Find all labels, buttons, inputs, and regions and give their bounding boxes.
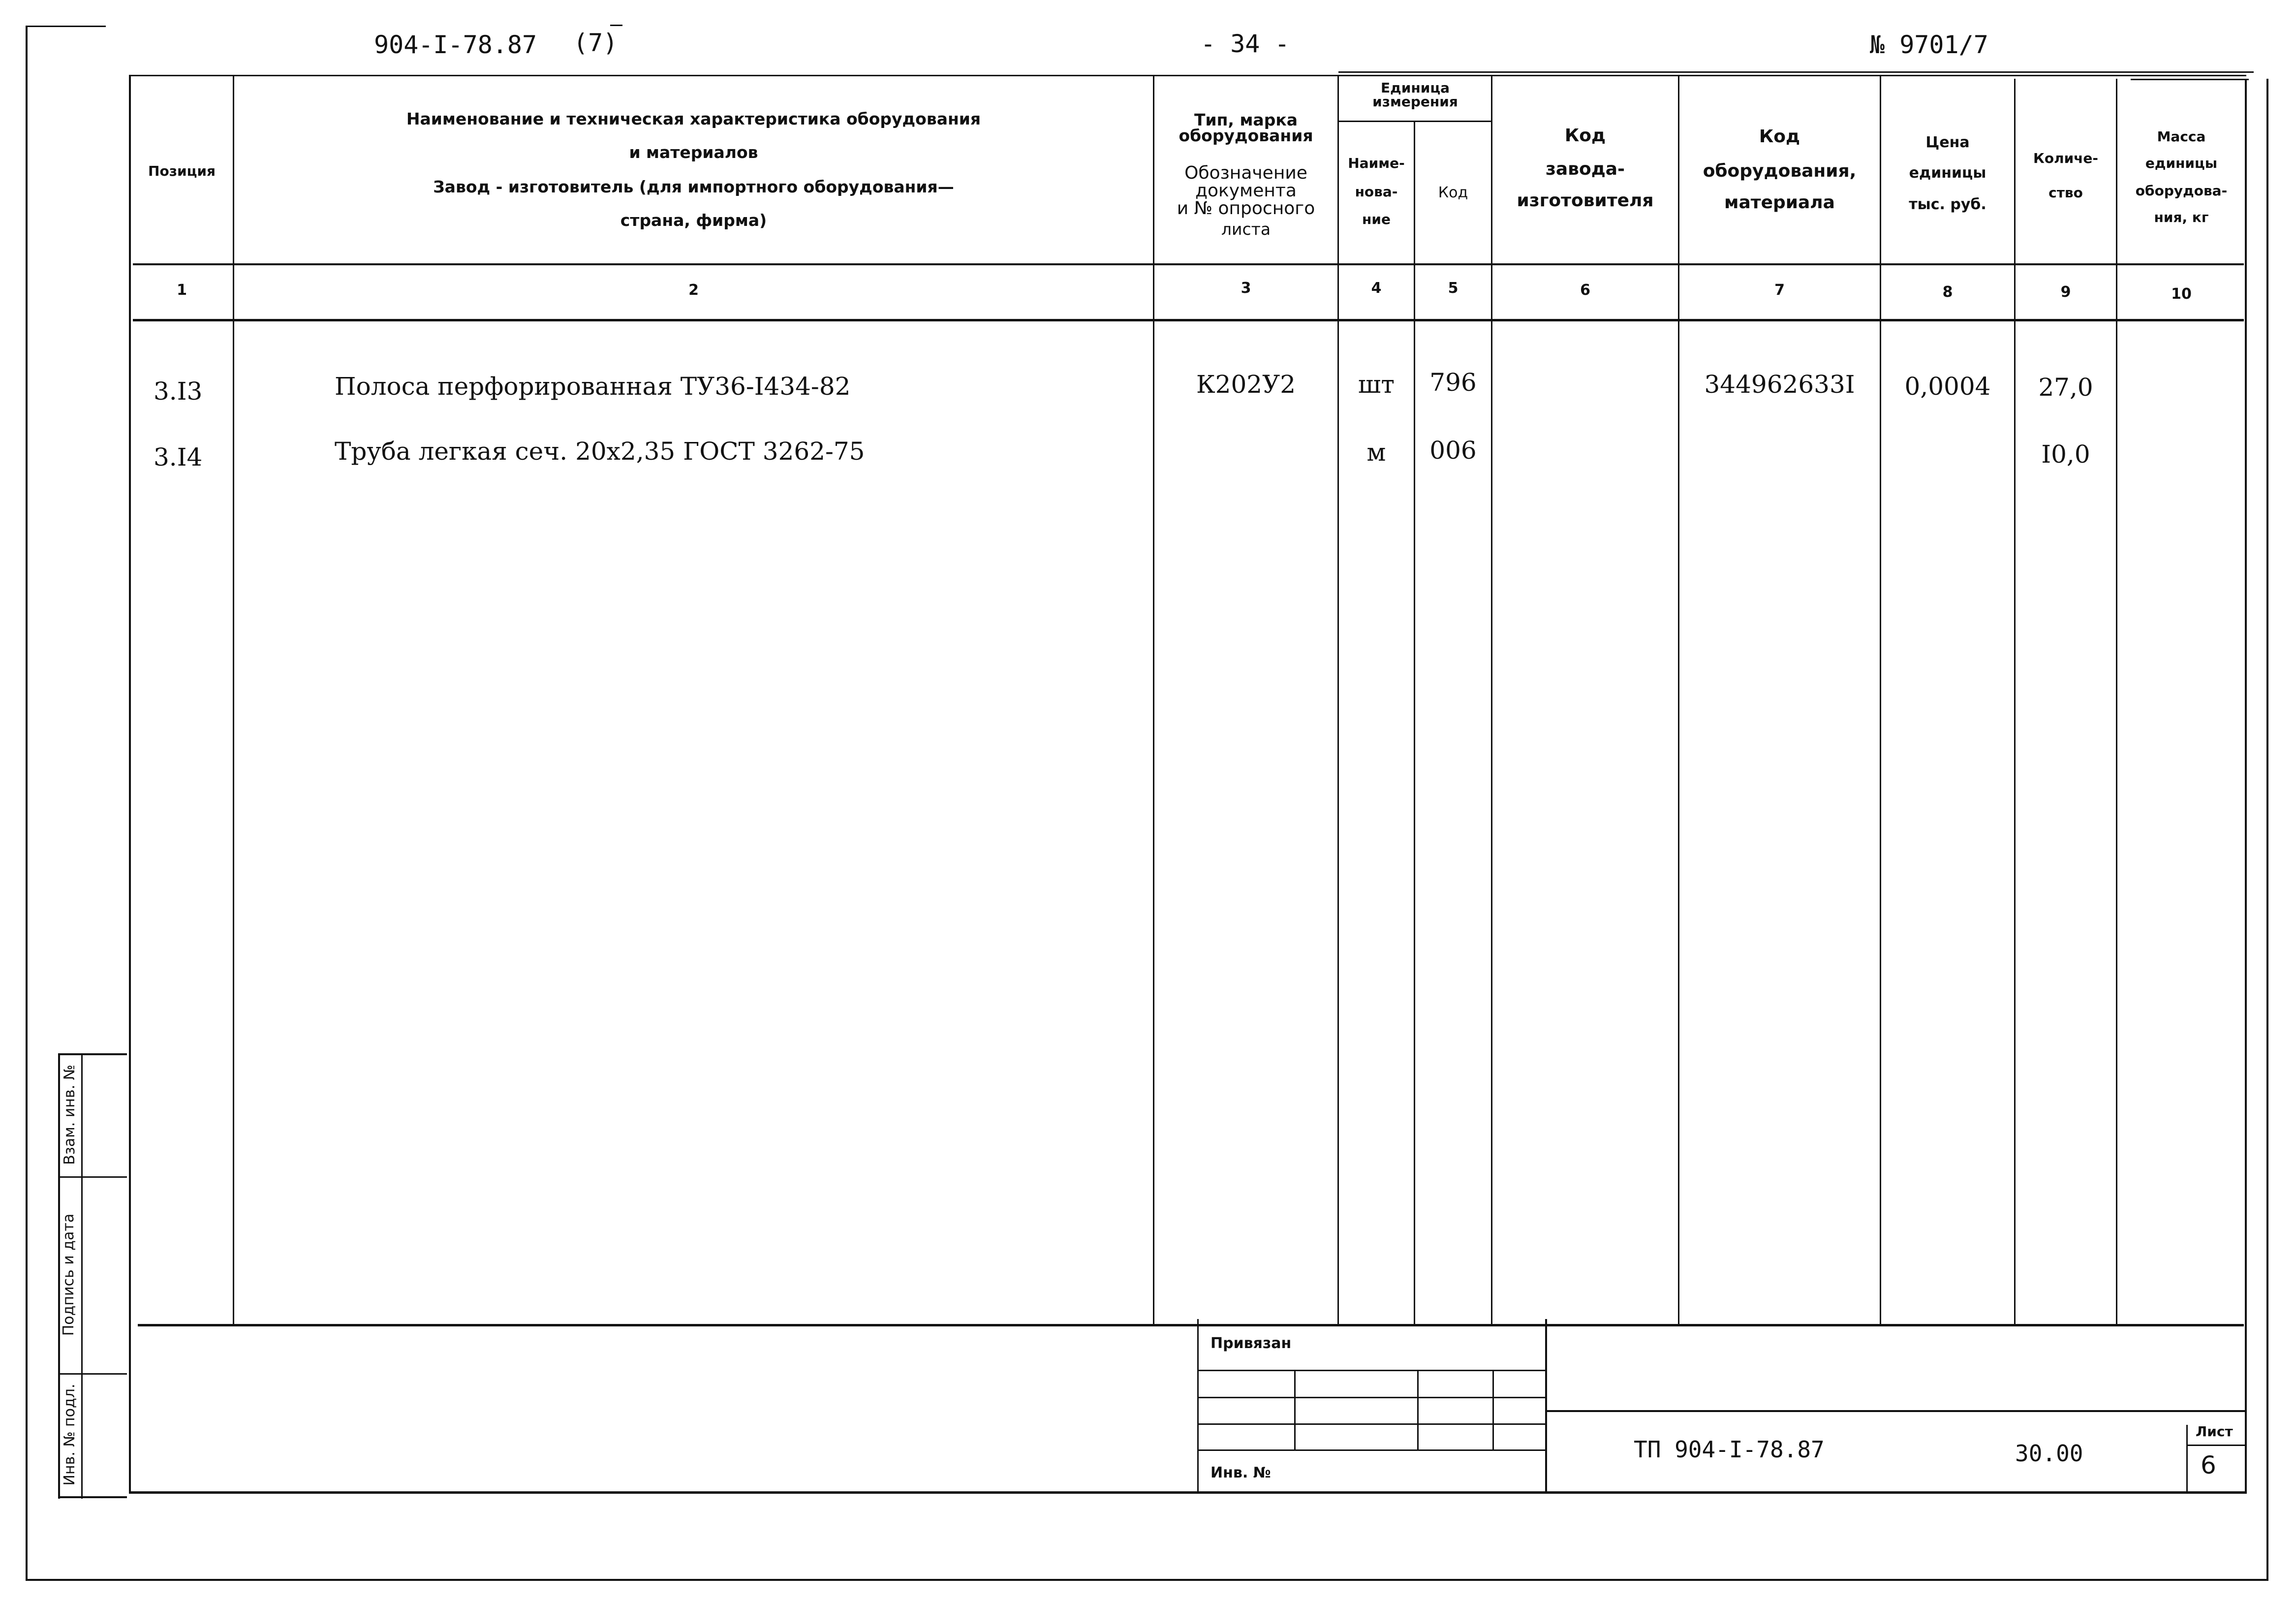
col-header-7-line2: оборудования, [1703,161,1857,181]
col-number-3: 3 [1241,280,1251,297]
col-sep-3 [1337,75,1339,1325]
col-header-3-line6: листа [1221,220,1271,239]
side-stamp-mid [81,1053,83,1499]
col-number-8: 8 [1942,283,1953,301]
col-header-1: Позиция [148,163,216,179]
frame-top-left-line [27,26,106,27]
inv-no-label: Инв. № [1210,1464,1271,1481]
col-sep-5 [1491,75,1492,1325]
sheet-box-mid [2188,1445,2245,1446]
col-header-3-line1: Тип, марка [1194,110,1298,129]
col-header-2-line3: Завод - изготовитель (для импортного оборудования— [433,177,954,196]
side-stamp-podpis-data: Подпись и дата [60,1213,77,1336]
title-block-main-top [138,1324,2244,1326]
frame-top-line [610,25,622,26]
col-header-4-line3: ние [1362,211,1391,227]
col-sep-8 [2014,79,2016,1325]
row-quantity: 27,0 [2038,373,2093,402]
header-bottom-line [133,263,2244,265]
col-header-10-line1: Масса [2157,128,2206,145]
col-header-8-line3: тыс. руб. [1909,196,1986,213]
col-sep-2 [1153,75,1154,1325]
row-price: 0,0004 [1904,372,1991,401]
col-number-4: 4 [1371,280,1382,297]
unit-group-line2: измерения [1372,94,1458,110]
unit-group-line1: Единица [1381,80,1450,96]
frame-left-outer [26,26,28,1581]
col-header-8-line2: единицы [1909,164,1986,182]
doc-designation: ТП 904-I-78.87 [1634,1436,1825,1463]
row-unit-name: м [1366,438,1386,467]
col-sep-7 [1880,75,1881,1325]
colnum-bottom-line [133,319,2244,321]
privyazan-row-4 [1199,1449,1545,1451]
unit-group-line [1338,121,1492,122]
sheet-code: 30.00 [2015,1440,2083,1467]
sheet-label: Лист [2196,1423,2233,1440]
page-number: - 34 - [1201,30,1290,58]
row-unit-name: шт [1358,370,1395,399]
col-header-2-line2: и материалов [629,143,758,162]
row-type: К202У2 [1196,370,1296,399]
side-stamp-top [58,1053,127,1055]
col-header-3-line3: Обозначение [1184,163,1307,183]
row-name: Полоса перфорированная ТУ36-I434-82 [335,372,851,401]
col-header-4-line1: Наиме- [1348,155,1405,171]
col-header-7-line1: Код [1759,126,1800,147]
col-header-3-line2: оборудования [1179,126,1313,145]
col-header-9-line1: Количе- [2033,150,2099,166]
title-block-bottom [129,1491,2247,1494]
col-number-1: 1 [177,282,187,299]
col-header-10-line3: оборудова- [2135,183,2228,199]
row-name: Труба легкая сеч. 20х2,35 ГОСТ 3262-75 [335,437,865,466]
table-top-right-seg [2131,79,2249,80]
row-equipment-code: 344962633I [1704,370,1855,399]
row-unit-code: 796 [1429,368,1477,397]
col-header-3-line4: документа [1195,181,1297,201]
col-header-2-line1: Наименование и техническая характеристика оборудования [406,109,981,128]
side-stamp-sep-2 [58,1373,127,1375]
album-number: № 9701/7 [1870,31,1988,59]
frame-bottom-outer [26,1579,2268,1581]
privyazan-right [1545,1319,1547,1492]
col-number-5: 5 [1448,280,1458,297]
privyazan-col-1 [1294,1370,1296,1449]
col-sep-1 [233,75,234,1325]
col-header-3-line5: и № опросного [1177,198,1315,219]
col-sep-9 [2116,79,2117,1325]
privyazan-col-3 [1492,1370,1494,1449]
table-top-line [130,75,2246,76]
privyazan-left [1197,1319,1199,1492]
col-header-7-line3: материала [1724,192,1835,213]
table-top-line-right [1338,71,2254,73]
col-sep-4 [1414,121,1415,1325]
side-stamp-inv-podl: Инв. № подл. [61,1384,78,1486]
col-number-2: 2 [688,282,699,299]
sheet-number: 6 [2201,1451,2216,1479]
col-header-10-line2: единицы [2145,155,2218,171]
doc-code: 904-I-78.87 [374,31,537,59]
designation-top [1545,1410,2247,1412]
privyazan-label: Привязан [1210,1335,1292,1352]
sheet-box-left [2186,1425,2188,1492]
col-number-9: 9 [2060,283,2071,301]
frame-right-outer [2266,79,2268,1580]
col-header-5: Код [1438,184,1468,201]
col-number-10: 10 [2171,285,2192,303]
col-number-6: 6 [1580,282,1590,299]
side-stamp-vzam-inv: Взам. инв. № [61,1065,78,1165]
privyazan-col-2 [1417,1370,1419,1449]
sheet-mark: (7) [573,29,618,57]
row-unit-code: 006 [1429,436,1477,465]
col-header-8-line1: Цена [1925,134,1970,151]
col-header-4-line2: нова- [1355,184,1398,200]
row-quantity: I0,0 [2041,440,2090,469]
col-header-6-line1: Код [1564,126,1606,146]
row-position: 3.I3 [154,377,203,406]
col-number-7: 7 [1774,282,1785,299]
col-header-9-line2: ство [2048,185,2083,201]
col-header-6-line3: изготовителя [1517,190,1654,211]
col-header-6-line2: завода- [1545,159,1625,179]
col-header-2-line4: страна, фирма) [620,211,767,230]
side-stamp-bottom [58,1496,127,1498]
row-position: 3.I4 [154,443,203,472]
col-sep-6 [1678,75,1679,1325]
col-header-10-line4: ния, кг [2154,209,2209,225]
